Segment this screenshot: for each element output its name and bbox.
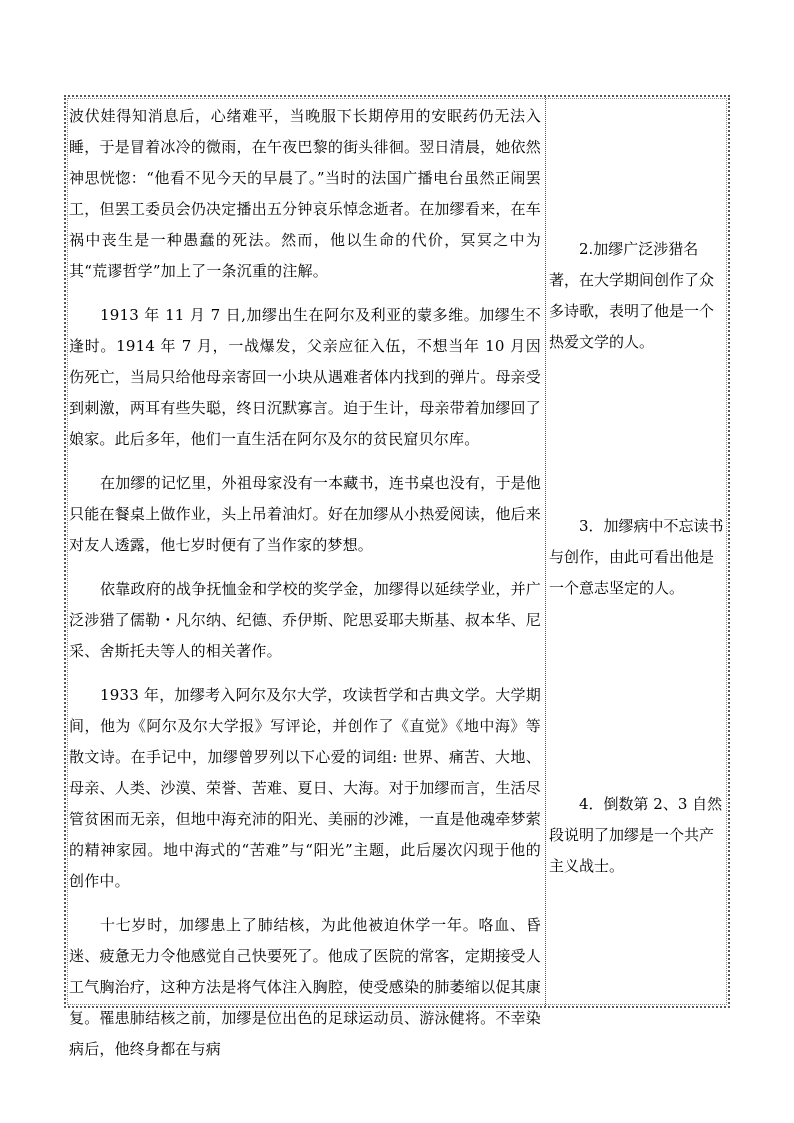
passage-paragraph-3: 在加缪的记忆里，外祖母家没有一本藏书，连书桌也没有，于是他只能在餐桌上做作业，头上吊着油灯。好在加缪从小热爱阅读，他后来对友人透露，他七岁时便有了当作家的梦想。 [69, 474, 541, 554]
passage-paragraph-5: 1933 年，加缪考入阿尔及尔大学，攻读哲学和古典文学。大学期间，他为《阿尔及尔大学报》写评论，并创作了《直觉》《地中海》等散文诗。在手记中，加缪曾罗列以下心爱的词组: 世界、痛苦、大地、母亲、人类、沙漠、荣誉、苦难、夏日、大海。对于加缪而言，生活尽管贫困而无亲，但地中海充沛的阳光、美丽的沙滩，一直是他魂牵梦萦的精神家园。地中海式的“苦难”与“阳光”主题，此后屡次闪现于他的创作中。 [69, 686, 541, 890]
annotation-note-4: 4．倒数第 2、3 自然段说明了加缪是一个共产主义战士。 [549, 795, 723, 875]
passage-paragraph-1: 波伏娃得知消息后，心绪难平，当晚服下长期停用的安眠药仍无法入睡，于是冒着冰冷的微雨，在午夜巴黎的街头徘徊。翌日清晨，她依然神思恍惚：“他看不见今天的早晨了。”当时的法国广播电台虽然正闹罢工，但罢工委员会仍决定播出五分钟哀乐悼念逝者。在加缪看来，在车祸中丧生是一种愚蠢的死法。然而，他以生命的代价，冥冥之中为其“荒谬哲学”加上了一条沉重的注解。 [69, 107, 541, 280]
annotation-note-2: 2.加缪广泛涉猎名著，在大学期间创作了众多诗歌，表明了他是一个热爱文学的人。 [549, 240, 715, 351]
passage-paragraph-4: 依靠政府的战争抚恤金和学校的奖学金，加缪得以延续学业，并广泛涉猎了儒勒・凡尔纳、纪德、乔伊斯、陀思妥耶夫斯基、叔本华、尼采、舍斯托夫等人的相关著作。 [69, 580, 541, 660]
passage-paragraph-2: 1913 年 11 月 7 日,加缪出生在阿尔及利亚的蒙多维。加缪生不逢时。1914 年 7 月，一战爆发，父亲应征入伍，不想当年 10 月因伤死亡，当局只给他母亲寄回一小块从遇难者体内找到的弹片。母亲受到刺激，两耳有些失聪，终日沉默寡言。迫于生计，母亲带着加缪回了娘家。此后多年，他们一直生活在阿尔及尔的贫民窟贝尔库。 [69, 306, 541, 448]
passage-paragraph-6: 十七岁时，加缪患上了肺结核，为此他被迫休学一年。咯血、昏迷、疲惫无力令他感觉自己快要死了。他成了医院的常客，定期接受人工气胸治疗，这种方法是将气体注入胸腔，使受感染的肺萎缩以促其康复。罹患肺结核之前，加缪是位出色的足球运动员、游泳健将。不幸染病后，他终身都在与病 [69, 916, 541, 1058]
bordered-table [64, 95, 730, 1058]
annotation-note-3: 3．加缪病中不忘读书与创作，由此可看出他是一个意志坚定的人。 [549, 517, 724, 597]
reading-passage [69, 101, 541, 1065]
column-divider [545, 97, 546, 1006]
